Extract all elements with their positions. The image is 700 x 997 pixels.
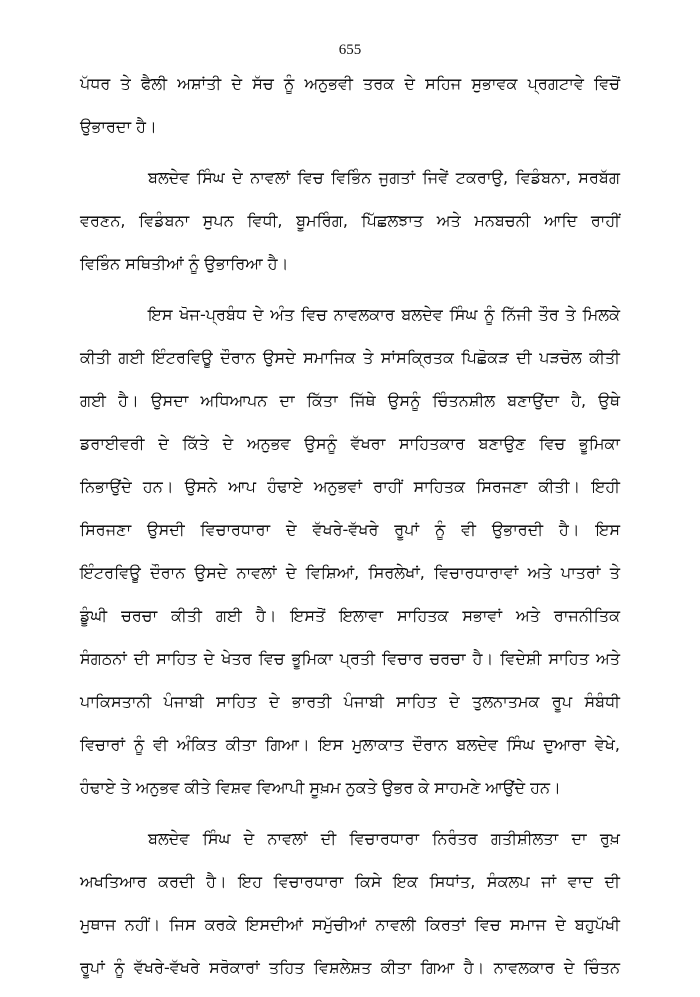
page-number: 655: [338, 42, 362, 58]
text-line: ਸੰਗਠਨਾਂ ਦੀ ਸਾਹਿਤ ਦੇ ਖੇਤਰ ਵਿਚ ਭੂਮਿਕਾ ਪ੍ਰਤੀ ਵਿਚਾਰ ਚਰਚਾ ਹੈ। ਵਿਦੇਸ਼ੀ ਸਾਹਿਤ ਅਤੇ: [80, 649, 620, 668]
paragraph: [80, 293, 620, 809]
text-line: ਉਭਾਰਦਾ ਹੈ।: [80, 117, 157, 136]
text-line: ਗਈ ਹੈ। ਉਸਦਾ ਅਧਿਆਪਨ ਦਾ ਕਿੱਤਾ ਜਿੱਥੇ ਉਸਨੂੰ ਚਿੰਤਨਸ਼ੀਲ ਬਣਾਉਂਦਾ ਹੈ, ਉਥੇ: [80, 391, 620, 410]
paragraph: [80, 156, 620, 285]
text-line: ਨਿਭਾਉਂਦੇ ਹਨ। ਉਸਨੇ ਆਪ ਹੰਢਾਏ ਅਨੁਭਵਾਂ ਰਾਹੀਂ ਸਾਹਿਤਕ ਸਿਰਜਣਾ ਕੀਤੀ। ਇਹੀ: [80, 477, 620, 496]
text-line: ਅਖਤਿਆਰ ਕਰਦੀ ਹੈ। ਇਹ ਵਿਚਾਰਧਾਰਾ ਕਿਸੇ ਇਕ ਸਿਧਾਂਤ, ਸੰਕਲਪ ਜਾਂ ਵਾਦ ਦੀ: [80, 872, 620, 891]
text-line: ਵਿਚਾਰਾਂ ਨੂੰ ਵੀ ਅੰਕਿਤ ਕੀਤਾ ਗਿਆ। ਇਸ ਮੁਲਾਕਾਤ ਦੌਰਾਨ ਬਲਦੇਵ ਸਿੰਘ ਦੁਆਰਾ ਵੇਖੇ,: [80, 735, 620, 754]
text-line: ਵਿਭਿੰਨ ਸਥਿਤੀਆਂ ਨੂੰ ਉਭਾਰਿਆ ਹੈ।: [80, 254, 289, 273]
text-line: ਵਰਣਨ, ਵਿਡੰਬਨਾ ਸੁਪਨ ਵਿਧੀ, ਬੂਮਰਿੰਗ, ਪਿੱਛਲਝਾਤ ਅਤੇ ਮਨਬਚਨੀ ਆਦਿ ਰਾਹੀਂ: [80, 211, 620, 230]
text-line: ਕੀਤੀ ਗਈ ਇੰਟਰਵਿਊ ਦੌਰਾਨ ਉਸਦੇ ਸਮਾਜਿਕ ਤੇ ਸਾਂਸਕ੍ਰਿਤਕ ਪਿਛੋਕੜ ਦੀ ਪੜਚੋਲ ਕੀਤੀ: [80, 348, 620, 367]
text-line: ਡੂੰਘੀ ਚਰਚਾ ਕੀਤੀ ਗਈ ਹੈ। ਇਸਤੋਂ ਇਲਾਵਾ ਸਾਹਿਤਕ ਸਭਾਵਾਂ ਅਤੇ ਰਾਜਨੀਤਿਕ: [80, 606, 620, 625]
text-line: ਸਿਰਜਣਾ ਉਸਦੀ ਵਿਚਾਰਧਾਰਾ ਦੇ ਵੱਖਰੇ-ਵੱਖਰੇ ਰੂਪਾਂ ਨੂੰ ਵੀ ਉਭਾਰਦੀ ਹੈ। ਇਸ: [80, 520, 620, 539]
paragraph: [80, 62, 620, 148]
text-line: ਪਾਕਿਸਤਾਨੀ ਪੰਜਾਬੀ ਸਾਹਿਤ ਦੇ ਭਾਰਤੀ ਪੰਜਾਬੀ ਸਾਹਿਤ ਦੇ ਤੁਲਨਾਤਮਕ ਰੂਪ ਸੰਬੰਧੀ: [80, 692, 620, 711]
document-body: [80, 62, 620, 997]
text-line: ਮੁਥਾਜ ਨਹੀਂ। ਜਿਸ ਕਰਕੇ ਇਸਦੀਆਂ ਸਮੁੱਚੀਆਂ ਨਾਵਲੀ ਕਿਰਤਾਂ ਵਿਚ ਸਮਾਜ ਦੇ ਬਹੁਪੱਖੀ: [80, 915, 620, 934]
paragraph: [80, 817, 620, 989]
text-line: ਇੰਟਰਵਿਊ ਦੌਰਾਨ ਉਸਦੇ ਨਾਵਲਾਂ ਦੇ ਵਿਸ਼ਿਆਂ, ਸਿਰਲੇਖਾਂ, ਵਿਚਾਰਧਾਰਾਵਾਂ ਅਤੇ ਪਾਤਰਾਂ ਤੇ: [80, 563, 620, 582]
text-line: ਰੂਪਾਂ ਨੂੰ ਵੱਖਰੇ-ਵੱਖਰੇ ਸਰੋਕਾਰਾਂ ਤਹਿਤ ਵਿਸ਼ਲੇਸ਼ਤ ਕੀਤਾ ਗਿਆ ਹੈ। ਨਾਵਲਕਾਰ ਦੇ ਚਿੰਤਨ: [80, 958, 620, 977]
text-line: ਬਲਦੇਵ ਸਿੰਘ ਦੇ ਨਾਵਲਾਂ ਵਿਚ ਵਿਭਿੰਨ ਜੁਗਤਾਂ ਜਿਵੇਂ ਟਕਰਾਉ, ਵਿਡੰਬਨਾ, ਸਰਬੱਗ: [148, 168, 620, 187]
text-line: ਇਸ ਖੋਜ-ਪ੍ਰਬੰਧ ਦੇ ਅੰਤ ਵਿਚ ਨਾਵਲਕਾਰ ਬਲਦੇਵ ਸਿੰਘ ਨੂੰ ਨਿੱਜੀ ਤੌਰ ਤੇ ਮਿਲਕੇ: [148, 305, 620, 324]
text-line: ਪੱਧਰ ਤੇ ਫੈਲੀ ਅਸ਼ਾਂਤੀ ਦੇ ਸੱਚ ਨੂੰ ਅਨੁਭਵੀ ਤਰਕ ਦੇ ਸਹਿਜ ਸੁਭਾਵਕ ਪ੍ਰਗਟਾਵੇ ਵਿਚੋਂ: [80, 74, 620, 93]
text-line: ਹੰਢਾਏ ਤੇ ਅਨੁਭਵ ਕੀਤੇ ਵਿਸ਼ਵ ਵਿਆਪੀ ਸੂਖ਼ਮ ਨੁਕਤੇ ਉਭਰ ਕੇ ਸਾਹਮਣੇ ਆਉਂਦੇ ਹਨ।: [80, 778, 561, 797]
text-line: ਡਰਾਈਵਰੀ ਦੇ ਕਿੱਤੇ ਦੇ ਅਨੁਭਵ ਉਸਨੂੰ ਵੱਖਰਾ ਸਾਹਿਤਕਾਰ ਬਣਾਉਣ ਵਿਚ ਭੂਮਿਕਾ: [80, 434, 620, 453]
text-line: ਬਲਦੇਵ ਸਿੰਘ ਦੇ ਨਾਵਲਾਂ ਦੀ ਵਿਚਾਰਧਾਰਾ ਨਿਰੰਤਰ ਗਤੀਸ਼ੀਲਤਾ ਦਾ ਰੁਖ਼: [148, 829, 620, 848]
